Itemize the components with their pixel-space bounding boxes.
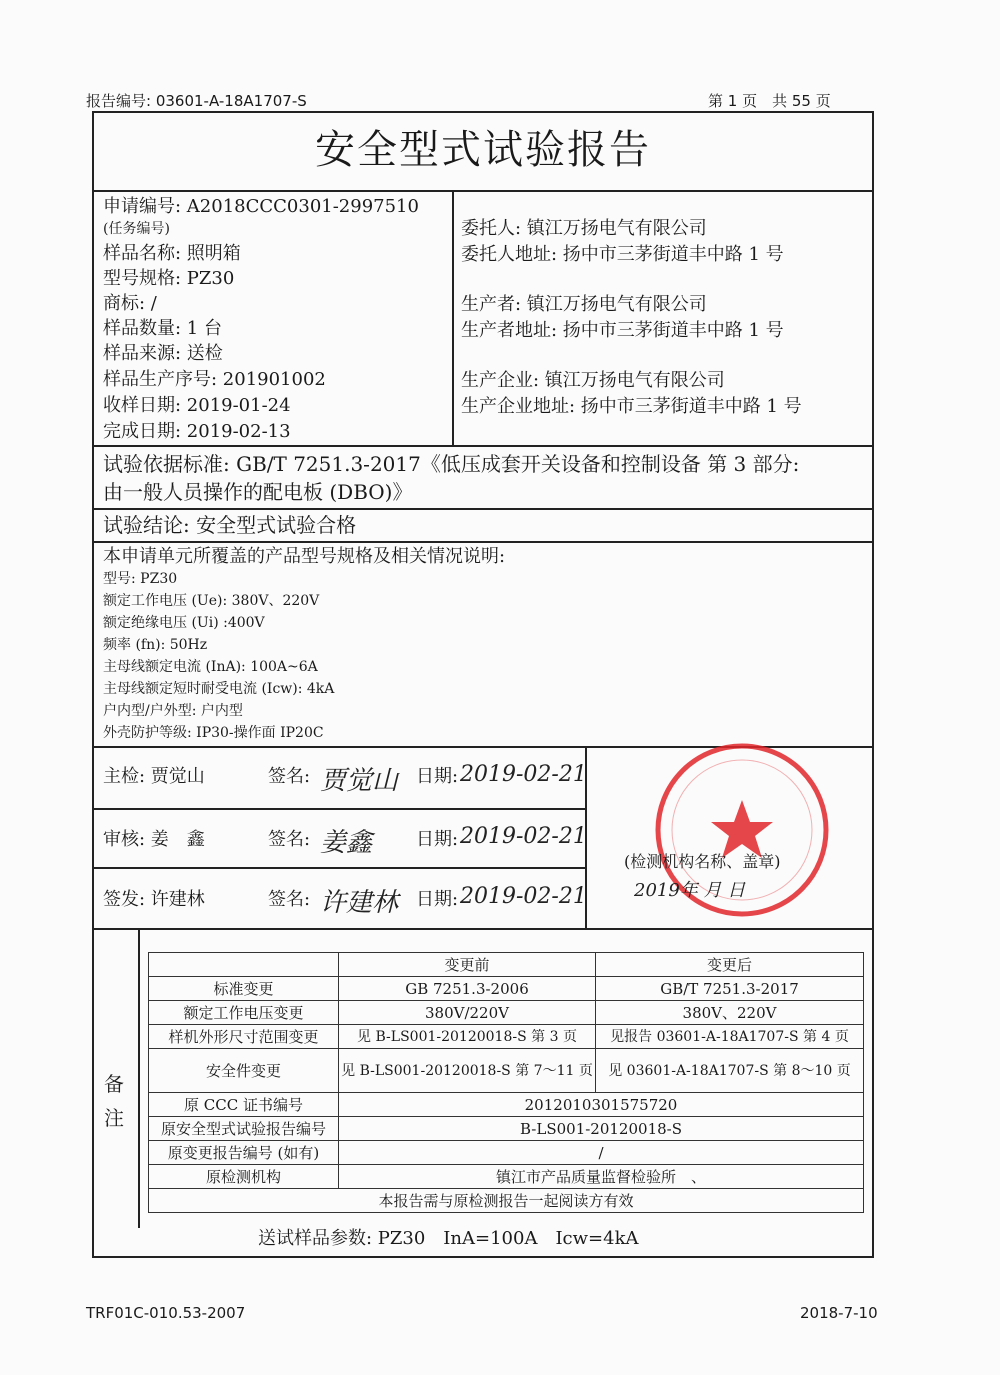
sample-source: 样品来源: 送检 [103, 343, 223, 364]
stamp-label: (检测机构名称、盖章) [624, 852, 781, 871]
table-cell: GB 7251.3-2006 [339, 977, 596, 1001]
table-cell: 380V/220V [339, 1001, 596, 1025]
table-row [149, 1117, 864, 1141]
remarks-label-1: 备 [104, 1072, 124, 1096]
application-no: 申请编号: A2018CCC0301-2997510 [103, 196, 419, 217]
reviewer-date: 2019-02-21 [460, 824, 587, 849]
issuer: 签发: 许建林 [103, 889, 205, 910]
chief-inspector: 主检: 贾觉山 [103, 766, 205, 787]
table-row [149, 1189, 864, 1213]
reviewer-signature: 姜鑫 [320, 828, 373, 858]
sign-label: 签名: [268, 829, 311, 850]
issuer-signature: 许建林 [320, 888, 399, 918]
receive-date: 收样日期: 2019-01-24 [103, 395, 291, 416]
table-cell: 标准变更 [149, 977, 339, 1001]
chief-inspector-date: 2019-02-21 [460, 762, 587, 787]
coverage-insulation-voltage: 额定绝缘电压 (Ui) :400V [103, 615, 265, 631]
coverage-busbar-current: 主母线额定电流 (InA): 100A~6A [103, 659, 318, 675]
table-cell: GB/T 7251.3-2017 [596, 977, 864, 1001]
table-cell: 原安全型式试验报告编号 [149, 1117, 339, 1141]
coverage-heading: 本申请单元所覆盖的产品型号规格及相关情况说明: [103, 546, 506, 567]
issuer-date: 2019-02-21 [460, 884, 587, 909]
coverage-rated-voltage: 额定工作电压 (Ue): 380V、220V [103, 593, 320, 609]
form-number: TRF01C-010.53-2007 [86, 1304, 246, 1322]
serial-no: 样品生产序号: 201901002 [103, 369, 326, 390]
sample-quantity: 样品数量: 1 台 [103, 318, 222, 339]
table-cell: 原变更报告编号 (如有) [149, 1141, 339, 1165]
coverage-indoor-outdoor: 户内型/户外型: 户内型 [103, 703, 243, 719]
table-cell: 安全件变更 [149, 1049, 339, 1093]
date-label: 日期: [416, 829, 459, 850]
coverage-ip-rating: 外壳防护等级: IP30-操作面 IP20C [103, 725, 324, 741]
table-row [149, 1025, 864, 1049]
date-label: 日期: [416, 889, 459, 910]
table-row [149, 1093, 864, 1117]
factory: 生产企业: 镇江万扬电气有限公司 [461, 370, 725, 391]
date-label: 日期: [416, 766, 459, 787]
table-header-cell: 变更前 [339, 953, 596, 977]
sample-parameters: 送试样品参数: PZ30 InA=100A Icw=4kA [258, 1228, 639, 1249]
table-header-row [149, 953, 864, 977]
table-cell: 380V、220V [596, 1001, 864, 1025]
table-cell: 见 B-LS001-20120018-S 第 7～11 页 [339, 1049, 596, 1093]
client: 委托人: 镇江万扬电气有限公司 [461, 218, 707, 239]
table-row [149, 1001, 864, 1025]
table-note: 本报告需与原检测报告一起阅读方有效 [149, 1189, 864, 1213]
chief-inspector-signature: 贾觉山 [320, 766, 399, 796]
client-address: 委托人地址: 扬中市三茅街道丰中路 1 号 [461, 244, 784, 265]
table-row [149, 1049, 864, 1093]
producer: 生产者: 镇江万扬电气有限公司 [461, 294, 707, 315]
coverage-model: 型号: PZ30 [103, 571, 178, 587]
sample-name: 样品名称: 照明箱 [103, 243, 241, 264]
test-standard-line2: 由一般人员操作的配电板 (DBO)》 [103, 480, 413, 504]
producer-address: 生产者地址: 扬中市三茅街道丰中路 1 号 [461, 320, 784, 341]
page-title: 安全型式试验报告 [315, 127, 651, 173]
remarks-table [148, 952, 864, 1213]
trademark: 商标: / [103, 293, 157, 314]
factory-address: 生产企业地址: 扬中市三茅街道丰中路 1 号 [461, 396, 802, 417]
table-cell: B-LS001-20120018-S [339, 1117, 864, 1141]
table-row [149, 1141, 864, 1165]
test-conclusion: 试验结论: 安全型式试验合格 [103, 513, 357, 537]
table-cell: / [339, 1141, 864, 1165]
complete-date: 完成日期: 2019-02-13 [103, 421, 291, 442]
table-cell: 样机外形尺寸范围变更 [149, 1025, 339, 1049]
table-header-cell: 变更后 [596, 953, 864, 977]
table-row [149, 977, 864, 1001]
sign-label: 签名: [268, 889, 311, 910]
coverage-frequency: 频率 (fn): 50Hz [103, 637, 208, 653]
table-cell: 镇江市产品质量监督检验所 、 [339, 1165, 864, 1189]
table-cell: 见报告 03601-A-18A1707-S 第 4 页 [596, 1025, 864, 1049]
table-cell: 2012010301575720 [339, 1093, 864, 1117]
model-spec: 型号规格: PZ30 [103, 268, 235, 289]
table-cell: 额定工作电压变更 [149, 1001, 339, 1025]
table-cell: 原 CCC 证书编号 [149, 1093, 339, 1117]
page-number: 第 1 页 共 55 页 [708, 92, 831, 110]
table-header-cell [149, 953, 339, 977]
table-cell: 见 03601-A-18A1707-S 第 8～10 页 [596, 1049, 864, 1093]
test-standard-line1: 试验依据标准: GB/T 7251.3-2017《低压成套开关设备和控制设备 第 3 部分: [103, 452, 800, 476]
table-cell: 见 B-LS001-20120018-S 第 3 页 [339, 1025, 596, 1049]
stamp-date: 2019年 月 日 [634, 880, 746, 901]
report-number: 报告编号: 03601-A-18A1707-S [86, 92, 307, 110]
task-no-label: (任务编号) [103, 221, 170, 237]
table-cell: 原检测机构 [149, 1165, 339, 1189]
table-row [149, 1165, 864, 1189]
coverage-withstand-current: 主母线额定短时耐受电流 (Icw): 4kA [103, 681, 335, 697]
reviewer: 审核: 姜 鑫 [103, 829, 205, 850]
sign-label: 签名: [268, 766, 311, 787]
remarks-label-2: 注 [104, 1106, 124, 1130]
form-date: 2018-7-10 [800, 1304, 878, 1322]
